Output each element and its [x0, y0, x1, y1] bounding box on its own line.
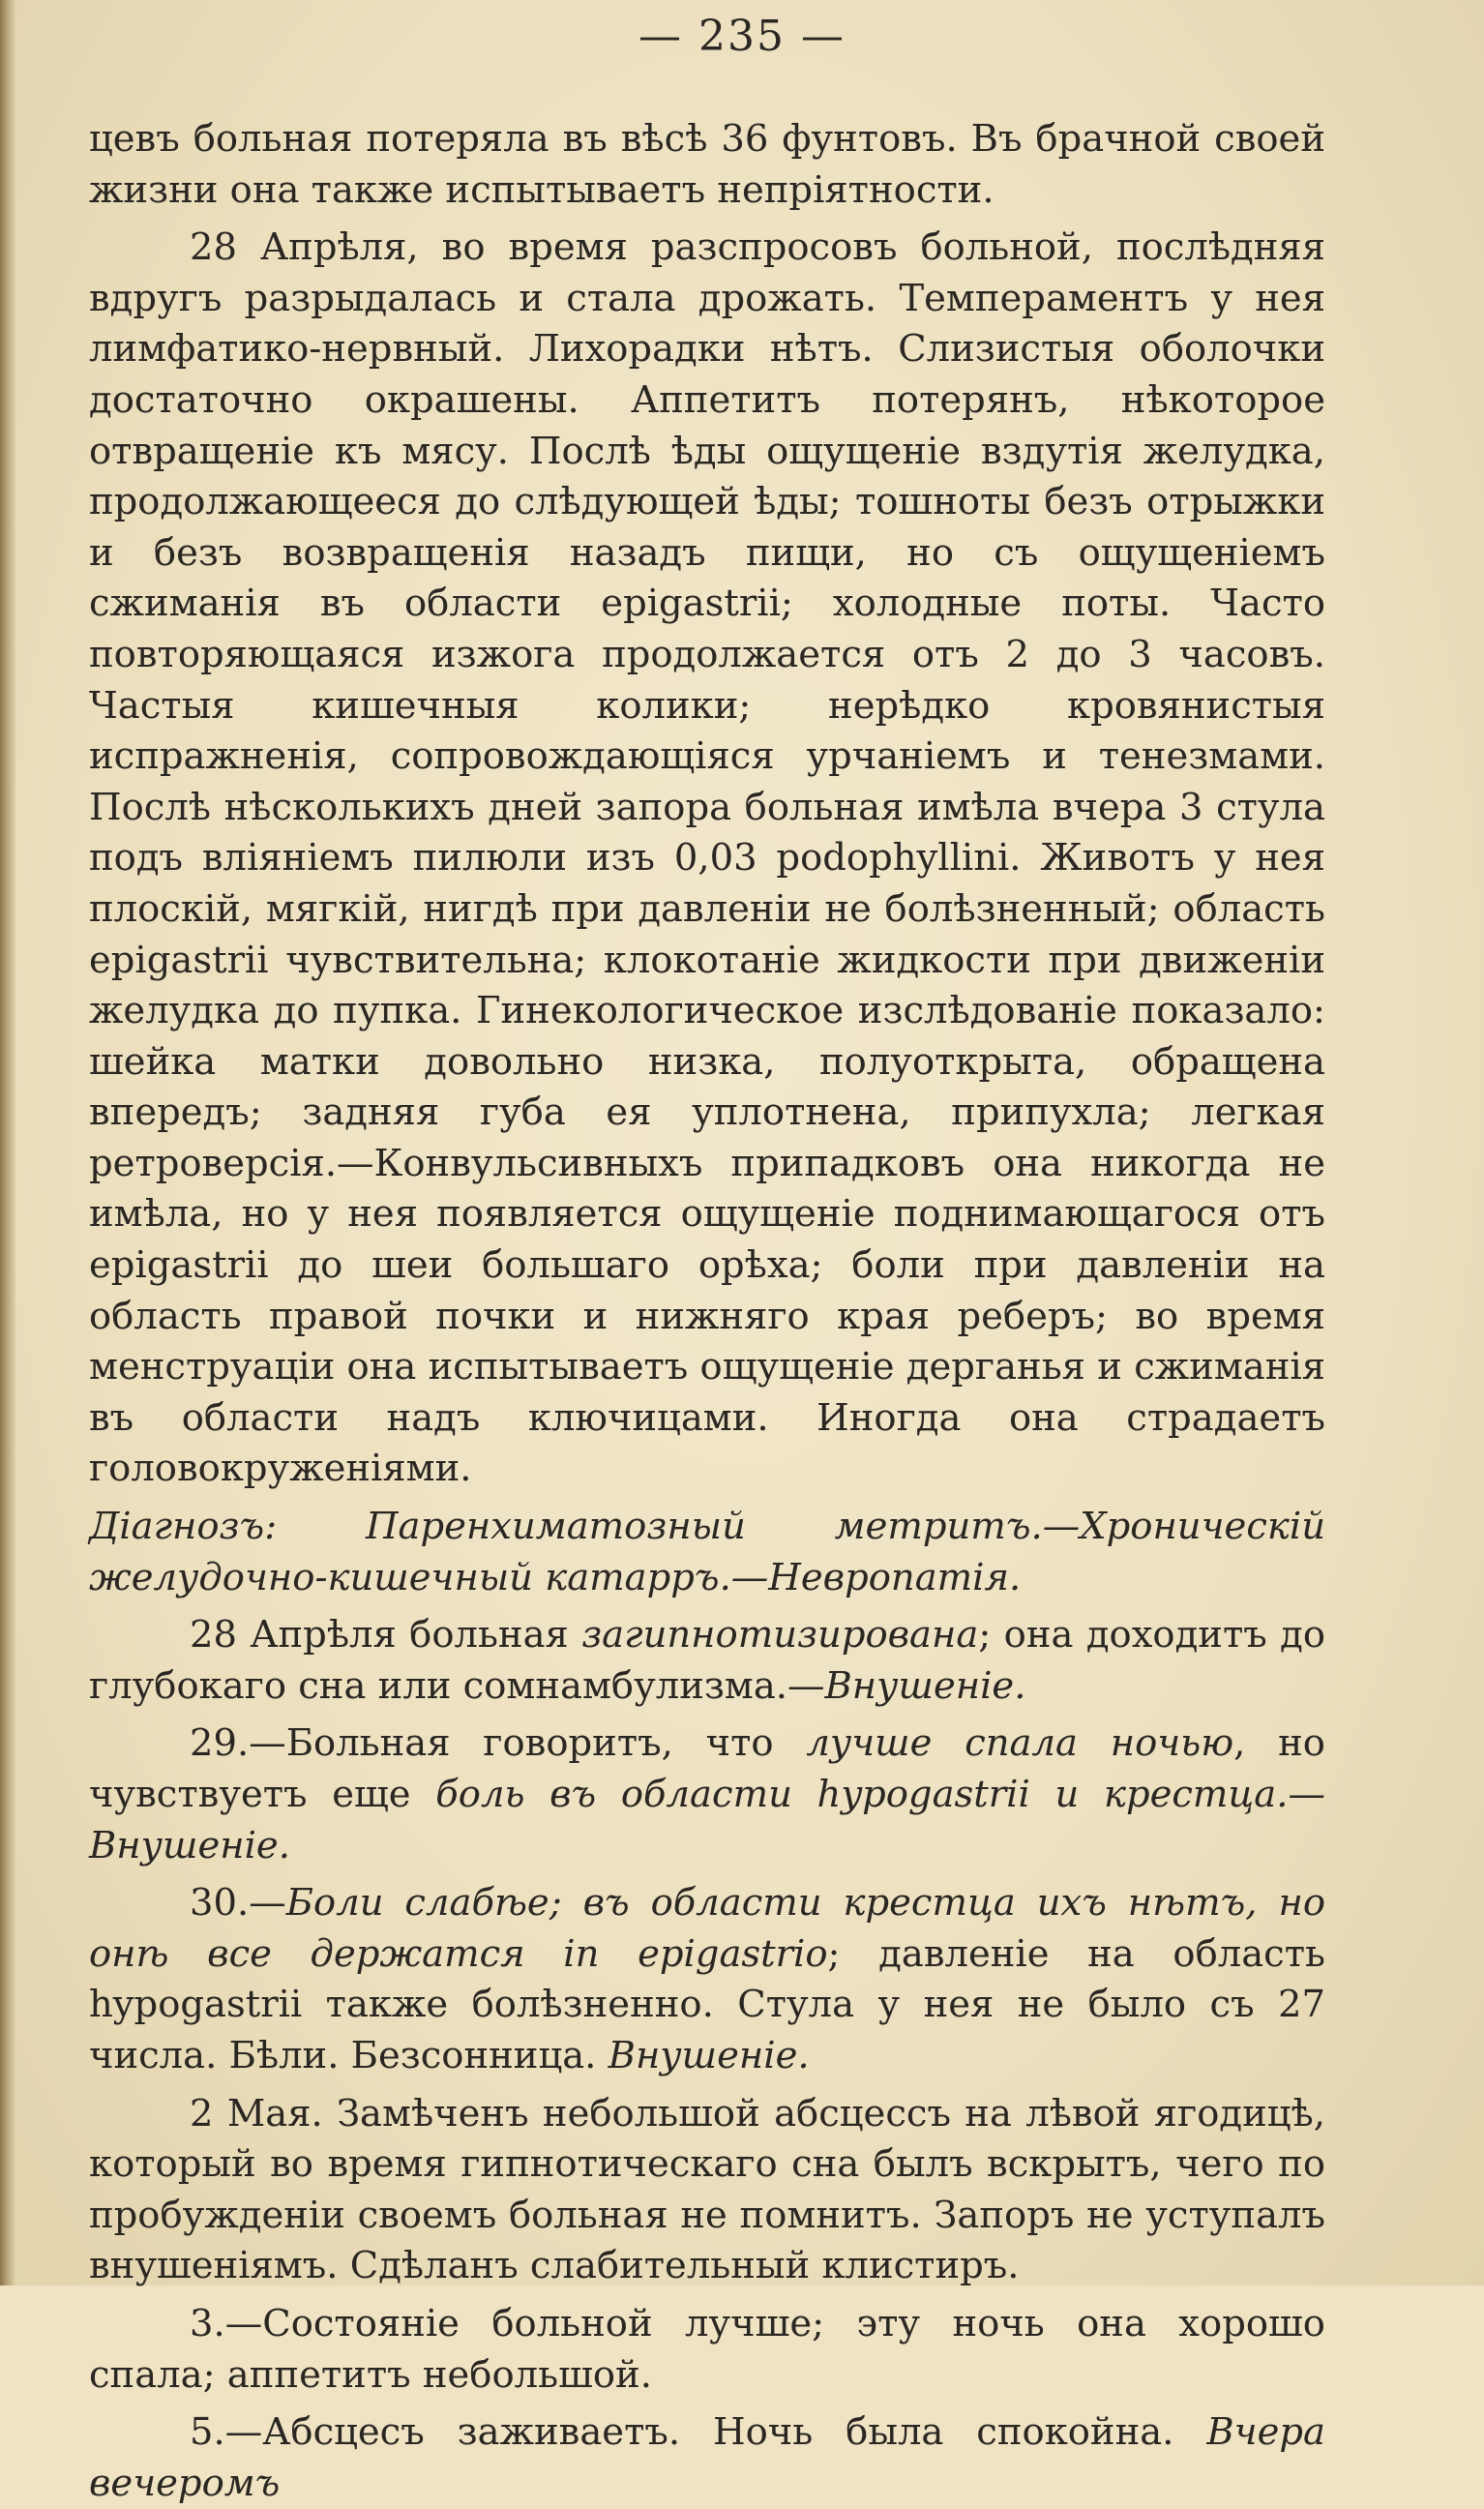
paragraph [89, 2407, 1325, 2509]
text-segment-italic: лучше спала ночью [806, 1721, 1234, 1766]
text-segment-italic: Внушеніе. [824, 1663, 1026, 1708]
text-segment-italic: Діагнозъ: Паренхиматозный метритъ.—Хроническій желудочно-кишечный катарръ.—Невропатія. [89, 1505, 1325, 1599]
text-segment: 29.—Больная говоритъ, что [190, 1721, 807, 1766]
text-segment: ; давленіе на область hypogastrii также болѣзненно. Стула у нея не было съ 27 числа. Бѣли. Безсонница. [89, 1931, 1325, 2077]
paragraph [89, 2299, 1325, 2401]
text-segment: ; она доходитъ до глубокаго сна или сомнамбулизма.— [89, 1613, 1325, 1708]
page-binding-edge [0, 0, 15, 2285]
page-body [89, 114, 1325, 2509]
text-segment: 30.— [190, 1881, 286, 1926]
paragraph [89, 2089, 1325, 2292]
text-segment: 2 Мая. Замѣченъ небольшой абсцессъ на лѣвой ягодицѣ, который во время гипнотическаго сна былъ вскрытъ, чего по пробужденіи своемъ больная не помнитъ. Запоръ не уступалъ внушеніямъ. Сдѣланъ слабительный клистиръ. [89, 2091, 1325, 2288]
text-segment-italic: боль въ области hypogastrii и крестца.—Внушеніе. [89, 1773, 1325, 1867]
text-segment: 5.—Абсцесъ заживаетъ. Ночь была спокойна. [190, 2410, 1207, 2455]
text-segment: , но чувствуетъ еще [89, 1721, 1325, 1816]
paragraph [89, 114, 1325, 216]
text-segment: 28 Апрѣля, во время разспросовъ больной, послѣдняя вдругъ разрыдалась и стала дрожать. Темпераментъ у нея лимфатико-нервный. Лихорадки нѣтъ. Слизистыя оболочки достаточно окрашены. Аппетитъ потерянъ, нѣкоторое отвращеніе къ мясу. Послѣ ѣды ощущеніе вздутія желудка, продолжающееся до слѣдующей ѣды; тошноты безъ отрыжки и безъ возвращенія назадъ пищи, но съ ощущеніемъ сжиманія въ области epigastrii; холодные поты. Часто повторяющаяся изжога продолжается отъ 2 до 3 часовъ. Частыя кишечныя колики; нерѣдко кровянистыя испражненія, сопровождающіяся урчаніемъ и тенезмами. Послѣ нѣсколькихъ дней запора больная имѣла вчера 3 стула подъ вліяніемъ пилюли изъ 0,03 podophyllini. Животъ у нея плоскій, мягкій, нигдѣ при давленіи не болѣзненный; область epigastrii чувствительна; клокотаніе жидкости при движеніи желудка до пупка. Гинекологическое изслѣдованіе показало: шейка матки довольно низка, полуоткрыта, обращена впередъ; задняя губа ея уплотнена, припухла; легкая ретроверсія.—Конвульсивныхъ припадковъ она никогда не имѣла, но у нея появляется ощущеніе поднимающагося отъ epigastrii до шеи большаго орѣха; боли при давленіи на область правой почки и нижняго края реберъ; во время менструаціи она испытываетъ ощущеніе дерганья и сжиманія въ области надъ ключицами. Иногда она страдаетъ головокруженіями. [89, 225, 1325, 1491]
text-segment: цевъ больная потеряла въ вѣсѣ 36 фунтовъ. Въ брачной своей жизни она также испытываетъ непріятности. [89, 117, 1325, 212]
page-number: — 235 — [638, 12, 846, 61]
text-segment-italic: загипнотизирована [581, 1613, 979, 1658]
text-segment: 3.—Состояніе больной лучше; эту ночь она хорошо спала; аппетитъ небольшой. [89, 2301, 1325, 2397]
paragraph [89, 1718, 1325, 1871]
text-segment: 28 Апрѣля больная [190, 1613, 582, 1658]
diagnosis-paragraph [89, 1502, 1325, 1603]
text-segment-italic: Внушеніе. [608, 2033, 810, 2077]
paragraph [89, 223, 1325, 1495]
paragraph [89, 1610, 1325, 1712]
paragraph [89, 1878, 1325, 2081]
text-segment-italic: Боли слабѣе; въ области крестца ихъ нѣтъ, но онѣ все держатся in epigastrio [89, 1881, 1325, 1976]
text-segment-italic: Вчера вечеромъ [89, 2410, 1325, 2505]
